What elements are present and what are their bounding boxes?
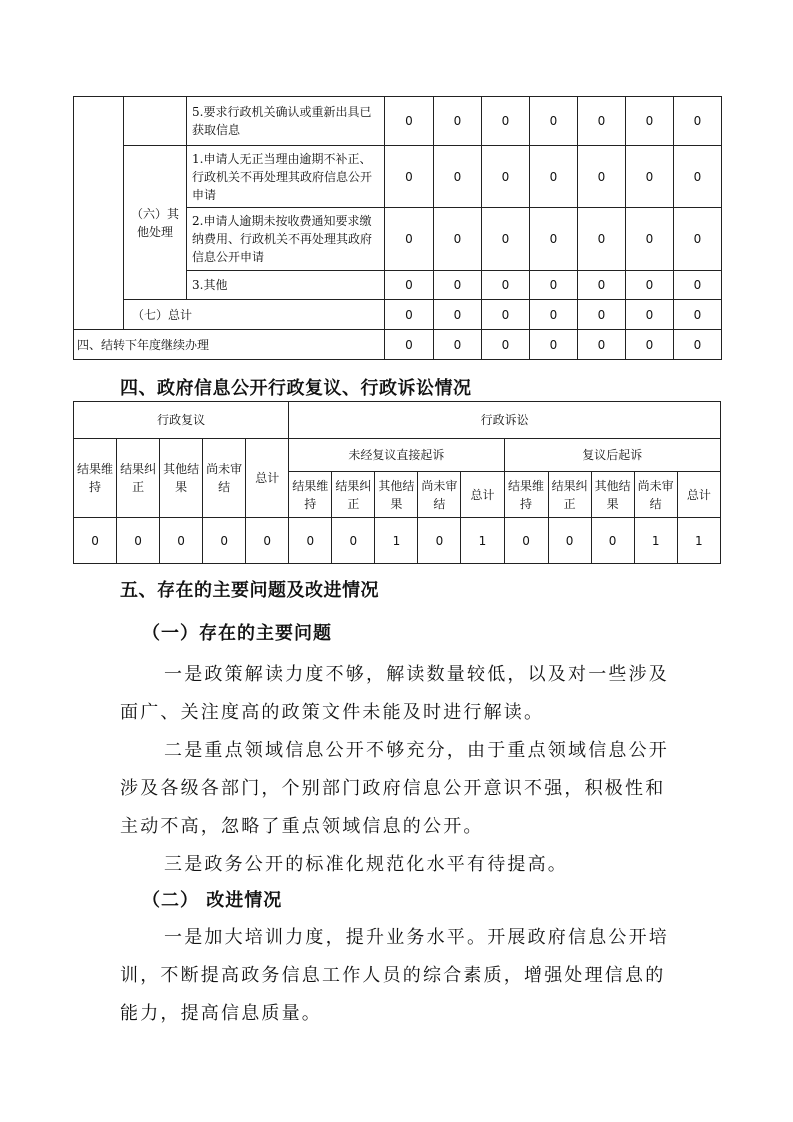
review-header: 行政复议 — [74, 402, 289, 439]
value-cell: 0 — [434, 97, 482, 146]
row-label: 3.其他 — [187, 271, 385, 300]
value-cell: 0 — [385, 97, 434, 146]
value-cell: 0 — [385, 146, 434, 208]
value-cell: 0 — [332, 518, 375, 564]
row-group-label: （六）其他处理 — [124, 146, 187, 300]
value-cell: 0 — [578, 330, 626, 360]
table-row — [74, 146, 722, 208]
review-litigation-table — [73, 401, 721, 564]
column-header: 尚未审结 — [418, 472, 461, 518]
value-cell: 1 — [375, 518, 418, 564]
column-header: 结果维持 — [504, 472, 548, 518]
value-cell: 0 — [434, 208, 482, 271]
column-header: 尚未审结 — [634, 472, 677, 518]
row-label: 四、结转下年度继续办理 — [74, 330, 385, 360]
value-cell: 0 — [385, 208, 434, 271]
section-5-title: 五、存在的主要问题及改进情况 — [120, 580, 379, 601]
value-cell: 0 — [482, 208, 530, 271]
column-header: 总计 — [246, 439, 289, 518]
value-cell: 0 — [504, 518, 548, 564]
column-header: 尚未审结 — [203, 439, 246, 518]
value-cell: 0 — [434, 271, 482, 300]
value-cell: 0 — [418, 518, 461, 564]
value-cell: 0 — [482, 300, 530, 330]
disposal-table — [73, 96, 722, 360]
row-label: （七）总计 — [124, 300, 385, 330]
value-cell: 0 — [434, 146, 482, 208]
value-cell: 0 — [674, 208, 722, 271]
value-cell: 0 — [530, 146, 578, 208]
value-cell: 0 — [289, 518, 332, 564]
column-header: 其他结果 — [591, 472, 634, 518]
table-row — [74, 518, 721, 564]
value-cell: 0 — [385, 330, 434, 360]
value-cell: 1 — [677, 518, 720, 564]
value-cell: 0 — [548, 518, 591, 564]
row-label: 2.申请人逾期未按收费通知要求缴纳费用、行政机关不再处理其政府信息公开申请 — [187, 208, 385, 271]
value-cell: 0 — [530, 300, 578, 330]
value-cell: 0 — [626, 330, 674, 360]
column-header: 结果维持 — [289, 472, 332, 518]
value-cell: 0 — [626, 271, 674, 300]
table-row — [74, 402, 721, 439]
value-cell: 0 — [434, 300, 482, 330]
column-header: 结果纠正 — [117, 439, 160, 518]
value-cell: 0 — [578, 271, 626, 300]
column-header: 总计 — [677, 472, 720, 518]
column-header: 结果纠正 — [548, 472, 591, 518]
value-cell: 0 — [578, 208, 626, 271]
value-cell: 0 — [482, 97, 530, 146]
value-cell: 0 — [626, 208, 674, 271]
value-cell: 0 — [385, 300, 434, 330]
value-cell: 0 — [530, 97, 578, 146]
value-cell: 0 — [674, 330, 722, 360]
table-row — [74, 330, 722, 360]
paragraph: 二是重点领域信息公开不够充分，由于重点领域信息公开涉及各级各部门，个别部门政府信息公开意识不强，积极性和主动不高，忽略了重点领域信息的公开。 — [120, 740, 669, 837]
value-cell: 0 — [482, 146, 530, 208]
paragraph: 一是加大培训力度，提升业务水平。开展政府信息公开培训，不断提高政务信息工作人员的综合素质，增强处理信息的能力，提高信息质量。 — [120, 927, 669, 1024]
value-cell: 0 — [203, 518, 246, 564]
value-cell: 0 — [578, 97, 626, 146]
value-cell: 0 — [482, 271, 530, 300]
row-label: 1.申请人无正当理由逾期不补正、行政机关不再处理其政府信息公开申请 — [187, 146, 385, 208]
litigation-header: 行政诉讼 — [289, 402, 721, 439]
value-cell: 0 — [117, 518, 160, 564]
column-header: 其他结果 — [375, 472, 418, 518]
section-4-title: 四、政府信息公开行政复议、行政诉讼情况 — [120, 378, 472, 399]
value-cell: 0 — [626, 97, 674, 146]
value-cell: 0 — [674, 300, 722, 330]
value-cell: 0 — [674, 97, 722, 146]
column-header: 结果纠正 — [332, 472, 375, 518]
direct-suit-header: 未经复议直接起诉 — [289, 439, 504, 472]
value-cell: 0 — [530, 271, 578, 300]
value-cell: 0 — [578, 300, 626, 330]
column-header: 总计 — [461, 472, 504, 518]
paragraph: 三是政务公开的标准化规范化水平有待提高。 — [164, 854, 568, 875]
subsection-2-title: （二） 改进情况 — [142, 890, 283, 911]
value-cell: 0 — [626, 300, 674, 330]
value-cell: 0 — [591, 518, 634, 564]
column-header: 其他结果 — [160, 439, 203, 518]
value-cell: 0 — [246, 518, 289, 564]
value-cell: 0 — [434, 330, 482, 360]
blank-cell — [74, 97, 124, 330]
value-cell: 0 — [674, 271, 722, 300]
value-cell: 0 — [482, 330, 530, 360]
value-cell: 1 — [634, 518, 677, 564]
value-cell: 0 — [74, 518, 117, 564]
value-cell: 0 — [626, 146, 674, 208]
value-cell: 0 — [530, 208, 578, 271]
table-row — [74, 97, 722, 146]
table-row — [74, 300, 722, 330]
after-review-header: 复议后起诉 — [504, 439, 721, 472]
value-cell: 1 — [461, 518, 504, 564]
table-row — [74, 439, 721, 472]
paragraph: 一是政策解读力度不够，解读数量较低，以及对一些涉及面广、关注度高的政策文件未能及时进行解读。 — [120, 664, 669, 723]
value-cell: 0 — [530, 330, 578, 360]
value-cell: 0 — [674, 146, 722, 208]
value-cell: 0 — [160, 518, 203, 564]
value-cell: 0 — [578, 146, 626, 208]
blank-cell — [124, 97, 187, 146]
subsection-1-title: （一）存在的主要问题 — [142, 623, 332, 644]
value-cell: 0 — [385, 271, 434, 300]
column-header: 结果维持 — [74, 439, 117, 518]
row-label: 5.要求行政机关确认或重新出具已获取信息 — [187, 97, 385, 146]
